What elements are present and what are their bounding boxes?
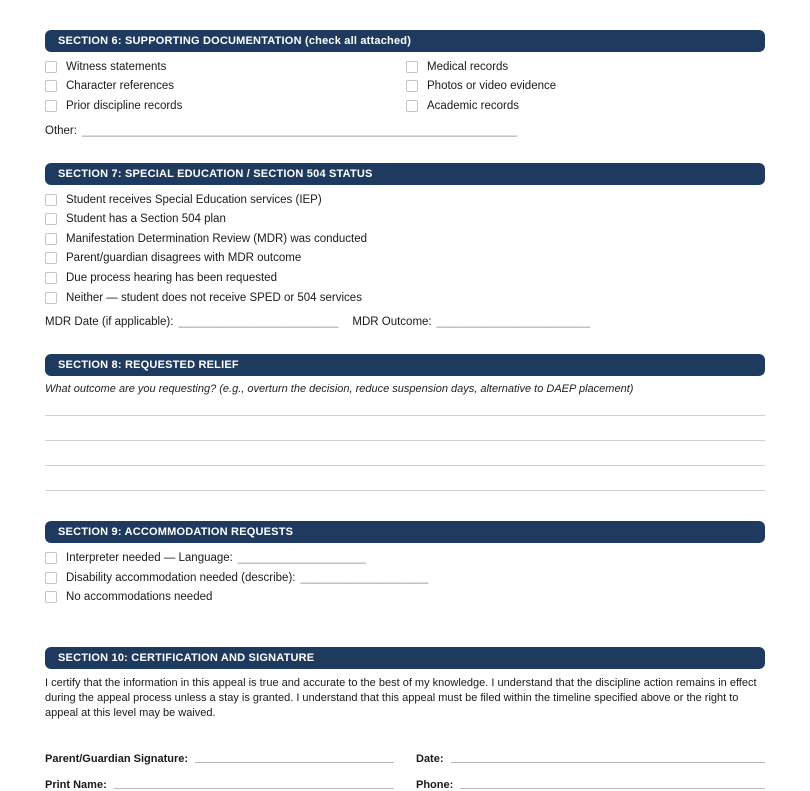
language-fill-line[interactable]: ____________________ <box>237 552 366 565</box>
section-9 <box>45 521 765 607</box>
date-line[interactable] <box>451 762 765 763</box>
mdr-conducted-checkbox[interactable] <box>45 233 57 245</box>
section-9-checkbox-list <box>45 548 765 607</box>
checkbox-label: Parent/guardian disagrees with MDR outcome <box>66 252 302 265</box>
writing-line[interactable] <box>45 466 765 491</box>
date-field <box>416 751 765 765</box>
requested-relief-writing-area <box>45 395 765 491</box>
checkbox-row-witness-statements <box>45 57 404 77</box>
signature-grid <box>45 751 765 791</box>
checkbox-label: No accommodations needed <box>66 591 213 604</box>
checkbox-row-mdr-conducted <box>45 229 765 249</box>
writing-line[interactable] <box>45 441 765 466</box>
due-process-hearing-checkbox[interactable] <box>45 272 57 284</box>
section-8 <box>45 354 765 491</box>
requested-relief-prompt: What outcome are you requesting? (e.g., overturn the decision, reduce suspension days, alternative to DAEP placement) <box>45 383 634 396</box>
section-6-title: SECTION 6: SUPPORTING DOCUMENTATION (check all attached) <box>58 35 412 47</box>
section-10-header <box>45 647 765 669</box>
disagrees-mdr-checkbox[interactable] <box>45 252 57 264</box>
interpreter-needed-checkbox[interactable] <box>45 552 57 564</box>
checkbox-row-character-references <box>45 77 404 97</box>
section-10-title: SECTION 10: CERTIFICATION AND SIGNATURE <box>58 652 315 665</box>
checkbox-row-due-process-hearing <box>45 268 765 288</box>
checkbox-row-photos-video-evidence <box>406 77 765 97</box>
checkbox-label: Witness statements <box>66 60 167 73</box>
mdr-fields-row <box>45 316 765 328</box>
checkbox-label: Student receives Special Education services (IEP) <box>66 193 322 206</box>
phone-field <box>416 777 765 791</box>
iep-services-checkbox[interactable] <box>45 194 57 206</box>
medical-records-checkbox[interactable] <box>406 61 418 73</box>
checkbox-row-medical-records <box>406 57 765 77</box>
mdr-outcome-fill-line[interactable]: ________________________ <box>436 316 591 329</box>
other-fill-line[interactable]: ____________________________________________________________________ <box>81 124 517 137</box>
checkbox-row-504-plan <box>45 209 765 229</box>
academic-records-checkbox[interactable] <box>406 100 418 112</box>
other-label: Other: <box>45 124 77 137</box>
checkbox-label: Student has a Section 504 plan <box>66 213 226 226</box>
checkbox-row-iep-services <box>45 190 765 210</box>
photos-video-evidence-checkbox[interactable] <box>406 80 418 92</box>
disability-accommodation-checkbox[interactable] <box>45 572 57 584</box>
section-6-left-column <box>45 57 404 116</box>
phone-line[interactable] <box>460 788 765 789</box>
writing-line[interactable] <box>45 395 765 416</box>
date-label: Date: <box>416 753 444 766</box>
certification-statement: I certify that the information in this appeal is true and accurate to the best of my knowledge. I understand that the discipline action remains in effect during the appeal process unless a stay is granted. I understand that this appeal must be filed within the timeline specified above or the right to appeal at this level may be waived. <box>45 677 757 720</box>
section-6 <box>45 30 765 137</box>
print-name-field <box>45 777 394 791</box>
checkbox-label: Manifestation Determination Review (MDR) was conducted <box>66 232 368 245</box>
mdr-date-fill-line[interactable]: _________________________ <box>178 316 339 329</box>
checkbox-label: Photos or video evidence <box>427 80 557 93</box>
section-8-header <box>45 354 765 376</box>
section-504-plan-checkbox[interactable] <box>45 213 57 225</box>
checkbox-label: Character references <box>66 80 175 93</box>
mdr-outcome-label: MDR Outcome: <box>352 316 432 329</box>
mdr-date-label: MDR Date (if applicable): <box>45 316 174 329</box>
checkbox-label: Due process hearing has been requested <box>66 271 277 284</box>
checkbox-row-neither-sped-504 <box>45 288 765 308</box>
checkbox-label: Disability accommodation needed (describe): <box>66 571 296 584</box>
other-field-row <box>45 125 765 137</box>
parent-guardian-signature-label: Parent/Guardian Signature: <box>45 753 189 766</box>
witness-statements-checkbox[interactable] <box>45 61 57 73</box>
signature-field <box>45 751 394 765</box>
section-6-right-column <box>406 57 765 116</box>
checkbox-row-disagrees-mdr <box>45 249 765 269</box>
checkbox-label: Neither — student does not receive SPED or 504 services <box>66 291 362 304</box>
checkbox-row-disability-accommodation <box>45 568 765 588</box>
section-9-title: SECTION 9: ACCOMMODATION REQUESTS <box>58 526 294 539</box>
checkbox-label: Prior discipline records <box>66 99 183 112</box>
checkbox-label: Interpreter needed — Language: <box>66 552 233 565</box>
section-7-checkbox-list <box>45 190 765 308</box>
print-name-label: Print Name: <box>45 779 107 791</box>
character-references-checkbox[interactable] <box>45 80 57 92</box>
section-8-title: SECTION 8: REQUESTED RELIEF <box>58 359 239 372</box>
parent-guardian-signature-line[interactable] <box>195 762 394 763</box>
section-7-title: SECTION 7: SPECIAL EDUCATION / SECTION 504 STATUS <box>58 167 373 180</box>
describe-fill-line[interactable]: ____________________ <box>300 571 429 584</box>
checkbox-label: Academic records <box>427 99 520 112</box>
section-7-header <box>45 163 765 185</box>
checkbox-row-interpreter-needed <box>45 548 765 568</box>
checkbox-row-no-accommodations <box>45 588 765 608</box>
section-7 <box>45 163 765 329</box>
section-6-header <box>45 30 765 52</box>
print-name-line[interactable] <box>114 788 394 789</box>
checkbox-label: Medical records <box>427 60 509 73</box>
section-6-checkbox-grid <box>45 57 765 116</box>
phone-label: Phone: <box>416 779 454 791</box>
checkbox-row-academic-records <box>406 96 765 116</box>
neither-sped-504-checkbox[interactable] <box>45 292 57 304</box>
checkbox-row-prior-discipline-records <box>45 96 404 116</box>
prior-discipline-records-checkbox[interactable] <box>45 100 57 112</box>
section-9-header <box>45 521 765 543</box>
no-accommodations-checkbox[interactable] <box>45 591 57 603</box>
writing-line[interactable] <box>45 416 765 441</box>
section-10 <box>45 647 765 791</box>
